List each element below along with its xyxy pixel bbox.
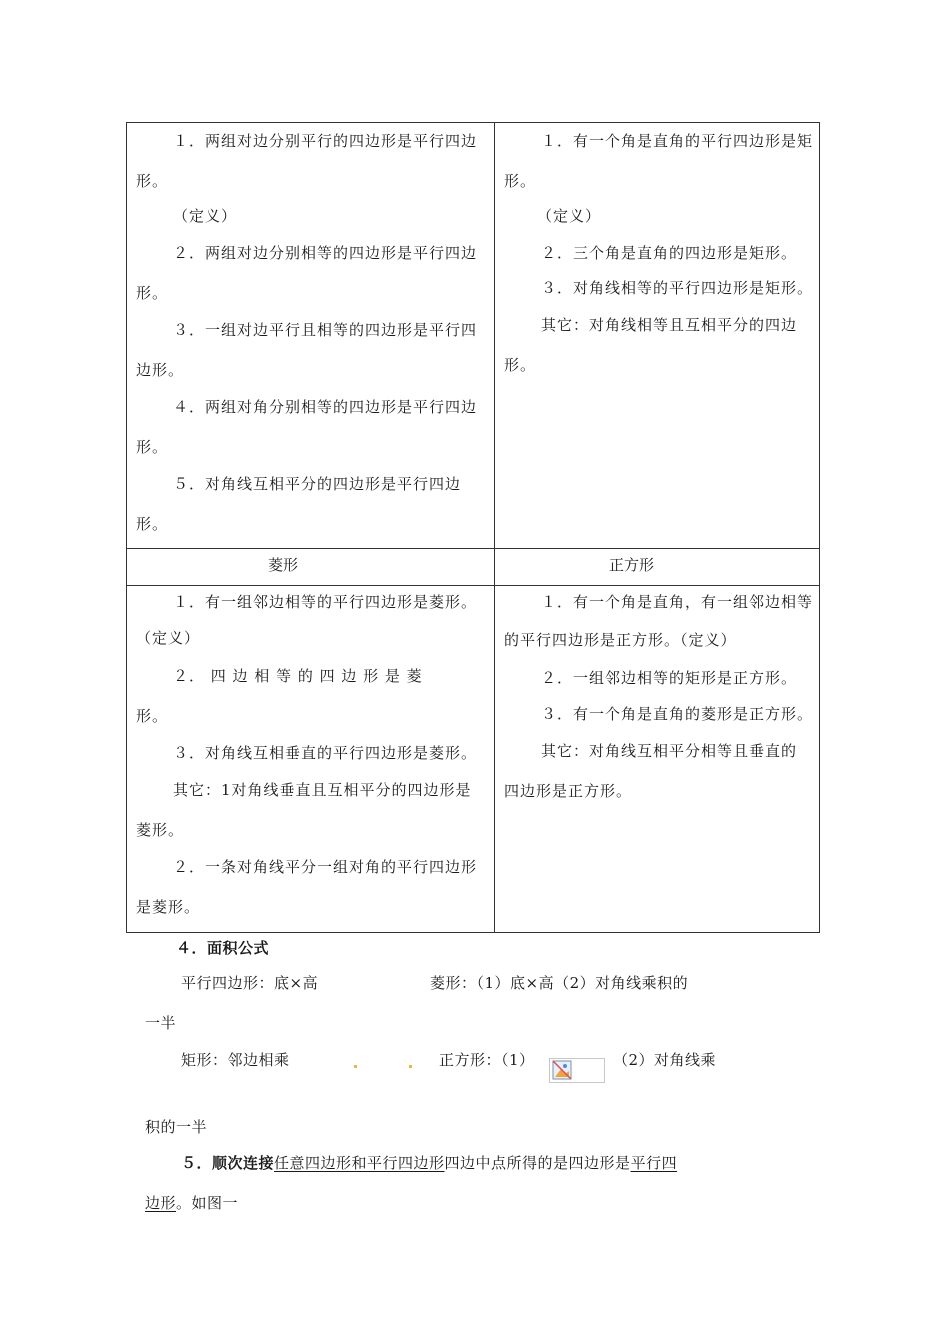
list-item: 形。: [504, 356, 537, 374]
list-item: 的平行四边形是正方形。（定义）: [504, 631, 737, 649]
list-item: 其它：1对角线垂直且互相平分的四边形是: [173, 781, 472, 799]
list-item: ２．两组对边分别相等的四边形是平行四边: [173, 244, 478, 262]
midpoint-statement: [181, 1153, 677, 1173]
list-item: 形。: [136, 284, 169, 302]
table-row-divider: [127, 548, 819, 549]
list-item: ２．三个角是直角的四边形是矩形。: [541, 244, 798, 262]
list-item: ３．对角线相等的平行四边形是矩形。: [541, 279, 814, 297]
table-row-divider: [127, 585, 819, 586]
broken-image-icon: [552, 1060, 574, 1082]
list-item: 形。: [136, 172, 169, 190]
list-item: 菱形。: [136, 821, 185, 839]
list-item: 形。: [504, 172, 537, 190]
list-item: ３．一组对边平行且相等的四边形是平行四: [173, 321, 478, 339]
list-item: ２．一组邻边相等的矩形是正方形。: [541, 669, 798, 687]
list-item: １．有一组邻边相等的平行四边形是菱形。: [173, 593, 478, 611]
area-square-cont: 积的一半: [145, 1118, 208, 1136]
stray-mark: [354, 1065, 357, 1068]
formula-image: [549, 1058, 605, 1083]
area-square-diagonal: （2）对角线乘: [613, 1051, 717, 1069]
list-item: （定义）: [537, 207, 602, 225]
list-item: ５．对角线互相平分的四边形是平行四边: [173, 475, 462, 493]
list-item: 是菱形。: [136, 898, 201, 916]
list-item: ２．一条对角线平分一组对角的平行四边形: [173, 858, 478, 876]
list-item: １．有一个角是直角的平行四边形是矩: [541, 132, 814, 150]
midpoint-underline-parallel: 平行四: [630, 1154, 678, 1172]
area-rhombus: 菱形：（1）底×高（2）对角线乘积的: [430, 974, 689, 992]
table-column-divider: [494, 123, 495, 932]
area-parallelogram: 平行四边形：底×高: [181, 974, 319, 992]
list-item: 四边形是正方形。: [504, 782, 633, 800]
area-rhombus-cont: 一半: [145, 1014, 177, 1032]
list-item: 形。: [136, 707, 169, 725]
area-rectangle: 矩形：邻边相乘: [181, 1051, 290, 1069]
midpoint-statement-cont: [145, 1193, 238, 1213]
list-item: １．有一个角是直角，有一组邻边相等: [541, 593, 814, 611]
area-square: 正方形：（1）: [439, 1051, 535, 1069]
list-item: ４．两组对角分别相等的四边形是平行四边: [173, 398, 478, 416]
midpoint-tail: 。如图一: [176, 1194, 239, 1212]
list-item: ３．有一个角是直角的菱形是正方形。: [541, 705, 814, 723]
list-item: （定义）: [136, 629, 201, 647]
list-item: 形。: [136, 515, 169, 533]
stray-mark: [409, 1065, 412, 1068]
midpoint-underline-cont: 边形: [145, 1194, 177, 1212]
list-item: 形。: [136, 438, 169, 456]
midpoint-underline-any: 任意四边形和平行四边形: [274, 1154, 445, 1172]
midpoint-lead: 顺次连接: [212, 1154, 275, 1172]
list-item: 边形。: [136, 361, 185, 379]
list-item: 其它：对角线相等且互相平分的四边: [541, 316, 798, 334]
header-rhombus: 菱形: [268, 556, 299, 574]
list-item: 其它：对角线互相平分相等且垂直的: [541, 742, 798, 760]
theorem-table: [126, 122, 820, 933]
midpoint-mid: 四边中点所得的是四边形是: [444, 1154, 631, 1172]
list-item: ２． 四 边 相 等 的 四 边 形 是 菱: [173, 667, 423, 685]
header-square: 正方形: [609, 556, 655, 574]
list-item: （定义）: [173, 207, 238, 225]
section-heading-area: ４．面积公式: [176, 939, 270, 957]
midpoint-number: ５．: [181, 1154, 213, 1172]
list-item: １．两组对边分别平行的四边形是平行四边: [173, 132, 478, 150]
list-item: ３．对角线互相垂直的平行四边形是菱形。: [173, 744, 478, 762]
